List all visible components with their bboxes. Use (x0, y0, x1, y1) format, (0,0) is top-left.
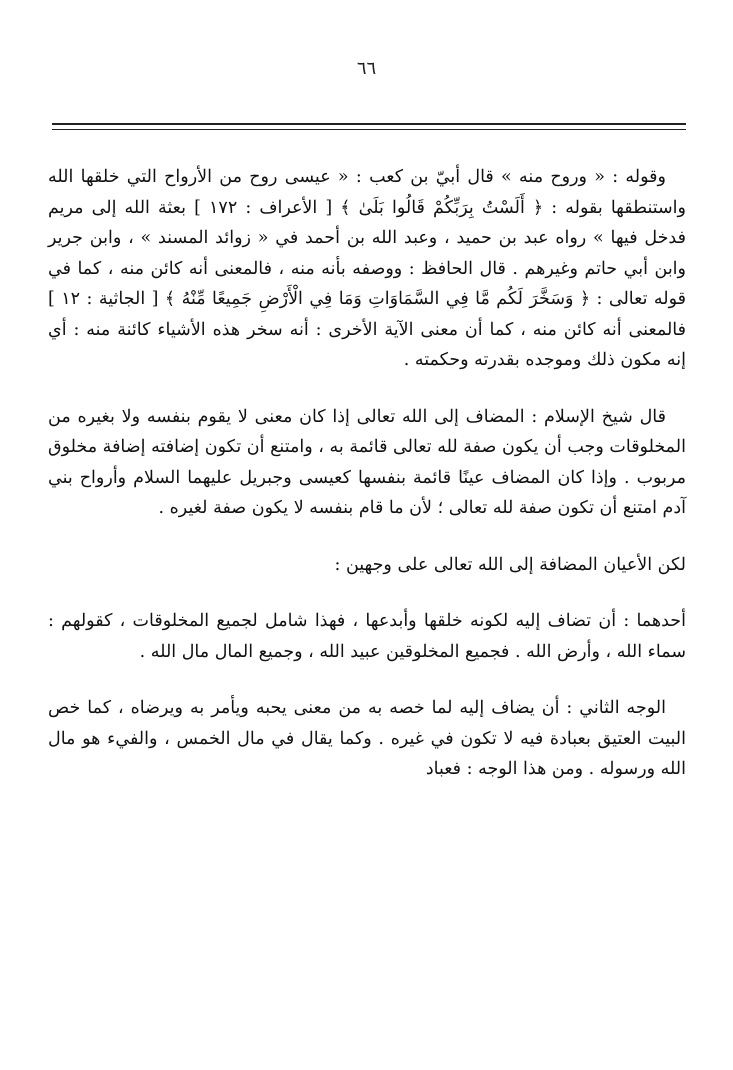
header-rule-thick (52, 123, 686, 125)
page-number: ٦٦ (356, 58, 377, 79)
paragraph-1: وقوله : « وروح منه » قال أبيّ بن كعب : « عيسى روح من الأرواح التي خلقها الله واستنطقها بقوله : ﴿ أَلَسْتُ بِرَبِّكُمْ قَالُوا بَلَىٰ ﴾ [ الأعراف : ١٧٢ ] بعثة الله إلى مريم فدخل فيها » رواه عبد بن حميد ، وعبد الله بن أحمد في « زوائد المسند » ، وابن جرير وابن أبي حاتم وغيرهم . قال الحافظ : ووصفه بأنه منه ، فالمعنى أنه كائن منه ، كما في قوله تعالى : ﴿ وَسَخَّرَ لَكُم مَّا فِي السَّمَاوَاتِ وَمَا فِي الْأَرْضِ جَمِيعًا مِّنْهُ ﴾ [ الجاثية : ١٢ ] فالمعنى أنه كائن منه ، كما أن معنى الآية الأخرى : أنه سخر هذه الأشياء كائنة منه : أي إنه مكون ذلك وموجده بقدرته وحكمته . (48, 167, 687, 370)
paragraph-2: قال شيخ الإسلام : المضاف إلى الله تعالى إذا كان معنى لا يقوم بنفسه ولا بغيره من المخلوقات وجب أن يكون صفة لله تعالى قائمة به ، وامتنع أن تكون إضافته إضافة مخلوق مربوب . وإذا كان المضاف عينًا قائمة بنفسها كعيسى وجبريل عليهما السلام وأرواح بني آدم امتنع أن تكون صفة لله تعالى ؛ لأن ما قام بنفسه لا يكون صفة لغيره . (48, 406, 686, 518)
paragraph-3: لكن الأعيان المضافة إلى الله تعالى على وجهين : (334, 554, 686, 575)
paragraph-5: الوجه الثاني : أن يضاف إليه لما خصه به من معنى يحبه ويأمر به ويرضاه ، كما خص البيت العتيق بعبادة فيه لا تكون في غيره . وكما يقال في مال الخمس ، والفيء هو مال الله ورسوله . ومن هذا الوجه : فعباد (48, 698, 686, 779)
paragraph-4: أحدهما : أن تضاف إليه لكونه خلقها وأبدعها ، فهذا شامل لجميع المخلوقات ، كقولهم : سماء الله ، وأرض الله . فجميع المخلوقين عبيد الله ، وجميع المال مال الله . (48, 611, 686, 662)
header-rule-thin (52, 129, 686, 130)
page-body (48, 162, 686, 811)
